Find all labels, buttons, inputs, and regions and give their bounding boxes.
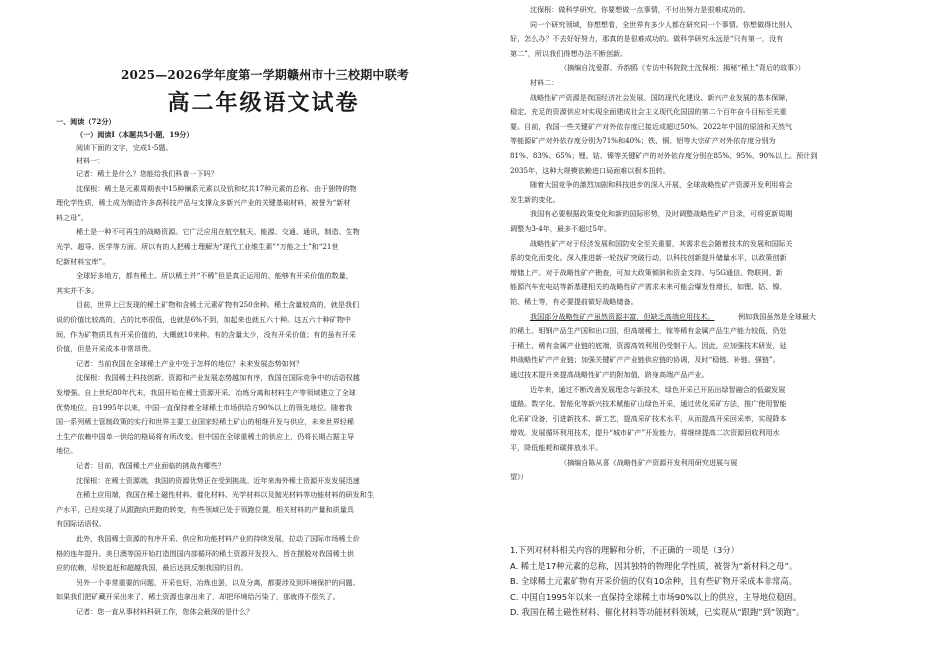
section-heading: 一、阅读（72分） [56,117,116,126]
text-line: 此外，我国稀土资源的有序开采、供应和功能材料产业的持续发展，拉动了国际市场稀土价 [76,534,360,543]
text-line: 2035年，这种大规模依赖进口局面难以根本扭转。 [510,165,670,175]
text-line: 记者：目前，我国稀土产业面临的挑战有哪些？ [76,461,225,470]
text-line: 增储上产。对于战略性矿产勘查，可加大政策倾斜和资金支持。与5G通信、物联网、新 [510,267,783,277]
text-line: 记者：当前我国在全球稀土产业中处于怎样的地位？未来发展态势如何？ [76,358,303,368]
text-line: 光学、超导、医学等方面。所以有的人把稀土理解为“现代工业维生素”“万能之土”和“21世 [56,242,339,251]
text-line: 间，作为矿物质具有开采价值的，大概就10来种。有的含量太少，没有开采价值；有的虽有开采 [56,329,356,339]
text-line: 记者：您一直从事材料科研工作，您体会最深的是什么？ [76,607,254,616]
question-stem: 1.下列对材料相关内容的理解和分析，不正确的一项是（3分） [510,545,739,555]
text-line: 随着大国竞争的激烈加剧和科技进步的深入开展，全球战略性矿产资源开发利用将会 [530,180,793,190]
text-line: 系的变化而变化。深入推进新一轮找矿突破行动，以科技创新提升储量水平，以政策创新 [510,253,787,263]
text-line: 料之母”。 [56,212,89,222]
text-line: （摘编自沈爱群、乔韵鸥《专访中科院院士沈保根：揭秘“稀土”背后的故事》） [560,63,805,73]
text-line: 全球好多地方，都有稀土。所以稀土并“不稀”但是真正运用的、能够有开采价值的数量， [76,271,353,281]
text-line: 我国有必要根据政策变化和新的国际形势，及时调整战略性矿产目录，可将更新周期 [530,209,793,219]
text-line: 于稀土、稀有金属产业链的底端，资源高效利用仍受制于人。因此，应加强技术研发，延 [510,340,787,350]
text-line: 要。目前，我国一些关键矿产对外依存度已接近或超过50%。2022年中国的原油和天然气 [510,121,793,131]
text-line: 的稀土、钼钢产品生产国和出口国，但高端稀土，镓等稀有金属产品生产能力较低，仍处 [510,326,787,336]
text-line: 化采矿设备，引进新技术、新工艺，提高采矿技术水平，从而提高开采回采率，实现降本 [510,413,787,423]
text-line: 纪新材料宝库”。 [56,256,110,266]
text-line: 沈保根：我国稀土科技创新、资源和产业发展态势越加有序，我国在国际竞争中的话语权越 [76,373,360,383]
subsection-heading: （一）阅读Ⅰ（本题共5小题，19分） [76,130,194,139]
text-line: 地位。 [56,446,78,456]
exam-info: 2025—2026学年度第一学期赣州市十三校期中联考 [121,68,409,82]
text-line: 应的依赖，尽快追赶和超越我国，最后达到反制我国的目的。 [56,563,248,573]
text-line: 近年来，通过不断改善发展理念与新技术，绿色开采已开拓出绿智融合的低碳发展 [530,384,786,394]
text-line: 优势地位。自1995年以来，中国一直保持着全球稀土市场供给方90%以上的领先地位。随着我 [56,402,353,412]
text-line: 发生新的变化。 [510,194,560,204]
text-line: 理化学性质，稀土成为制造许多高科技产品与支撑众多新兴产业的关键基础材料，被誉为“新材 [56,198,351,208]
text-line: 土生产依赖中国单一供给的格局将有所改变。但中国在全球重稀土的供应上，仍将长期占据主导 [56,431,354,441]
text-line: 其实并不多。 [56,285,99,295]
text-line: （摘编自陈从喜《战略性矿产资源开发利用研究进展与展 [560,457,738,467]
text-line: 平，降低能耗和碳排放水平。 [510,443,603,452]
material-label: 材料一： [76,156,105,165]
exam-title: 高二年级语文试卷 [167,90,360,116]
text-line: 例如我国虽然是全球最大 [738,311,817,321]
question-option: B. 全球稀土元素矿物有开采价值的仅有10余种，且有些矿物开采成本非常高。 [510,576,798,586]
underlined-sentence: 我国部分战略性矿产虽然资源丰富，但缺乏高端应用技术。 [530,311,715,321]
text-line: 格的连年提升。美日澳等国开始打造围国内部循环的稀土资源开发投入，旨在摆脱对我国稀土供 [56,548,354,558]
text-line: 材料二： [530,78,559,87]
text-line: 说的价值比较高的，占的比率很低，也就是6%不到，加起来也就五六十种。这五六十种矿物中 [56,315,352,324]
question-option: A. 稀土是17种元素的总称，因其独特的物理化学性质，被誉为“新材料之母”。 [510,560,798,571]
text-line: 战略性矿产对于经济发展和国防安全至关重要，其需求也会随着技术的发展和国际关 [530,238,793,248]
text-line: 产水平，已经实现了从跟跑向并跑的转变，有些领域已处于领跑位置，相关材料的产量和质量具 [56,504,354,514]
text-line: 战略性矿产资源是我国经济社会发展、国防现代化建设、新兴产业发展的基本保障， [530,92,793,102]
text-line: 有国际话语权。 [56,519,106,529]
text-line: 道路。数字化、智能化等新兴技术赋能矿山绿色开采，通过优化采矿方法，推广使用智能 [510,399,787,409]
text-line: 同一个研究领域，你想想看，全世界有多少人都在研究同一个事情。你想做得比别人 [530,19,793,29]
text-line: 通过技术提升来提高战略性矿产的附加值，跻身高端产品产业。 [510,370,709,379]
text-line: 价值，但是开采成本非常昂贵。 [56,344,156,354]
text-line: 增效。发展循环利用技术，提升“城市矿产”开发能力，将继续提高二次资源回收利用水 [510,428,780,438]
text-line: 81%、83%、65%；锂、钴、镍等关键矿产的对外依存度分别在85%、95%、90%以上。预计到 [510,151,818,160]
text-line: 能源汽车充电站等新基建相关的战略性矿产需求未来可能会爆发性增长，如锂、钴、镍、 [510,282,787,292]
text-line: 稳定、充足的资源供应对实现全面建成社会主义现代化国国的第二个百年奋斗目标至关重 [510,107,787,117]
text-line: 伸战略性矿产产业链；加强关键矿产产业链供应链的协调，及时“稳链、补链、强链”。 [510,355,780,365]
text-line: 好，怎么办？不去好好努力，那真的是很难成功的。做科学研究永远是“只有第一，没有 [510,34,784,44]
text-line: 记者：稀土是什么？您能给我们科普一下吗？ [76,169,218,178]
question-option: C. 中国自1995年以来一直保持全球稀土市场90%以上的供应，主导地位稳固。 [510,591,802,602]
text-line: 望》） [510,472,528,482]
text-line: 发增强。自上世纪80年代末，我国开始在稀土资源开采、冶炼分离和材料生产等领域建立了全球 [56,388,356,397]
text-line: 第二”，所以我们得想办法不断创新。 [510,48,628,58]
text-line: 另外一个非常重要的问题，开采也好，冶炼也罢，以及分离，都要涉及到环境保护的问题。 [76,577,360,587]
text-line: 铂、稀土等，有必要提前做好战略储备。 [510,297,638,306]
text-line: 稀土是一种不可再生的战略资源。它广泛应用在航空航天、能源、交通、通讯、制造、生物 [76,227,360,237]
text-line: 沈保根：稀土是元素周期表中15种镧系元素以及钪和钇共17种元素的总称。由于独特的物 [76,183,357,193]
instruction: 阅读下面的文字，完成1-5题。 [76,143,173,152]
text-line: 在稀土应用端，我国在稀土磁性材料、催化材料、光学材料以及抛光材料等功能材料的研发和生 [76,490,374,500]
text-line: 如果我们把矿藏开采出来了，稀土资源也拿出来了，却把环境给污染了，那就得不偿失了。 [56,592,340,602]
text-line: 等能源矿产对外依存度分别为71%和40%；铁、铜、铝等大宗矿产对外依存度分别为 [510,136,776,146]
text-line: 沈保根：在稀土资源端，我国的资源优势正在受到挑战。近年来海外稀土资源开发发展迅速 [76,475,360,485]
question-option: D. 我国在稀土磁性材料、催化材料等功能材料领域，已实现从“跟跑”到“领跑”。 [510,607,805,617]
text-line: 目前，世界上已发现的稀土矿物和含稀土元素矿物有250余种。稀土含量较高的，就是我们 [76,300,360,310]
text-line: 调整为3-4年，最多不超过5年。 [510,224,612,233]
text-line: 沈保根：做科学研究，你要想做一点事情，不付出努力是很难成功的。 [530,5,750,14]
text-line: 国一系列稀土管制政策的实行和世界主要工业国家轻稀土矿山的相继开发与供应，未来世界轻稀 [56,417,354,427]
